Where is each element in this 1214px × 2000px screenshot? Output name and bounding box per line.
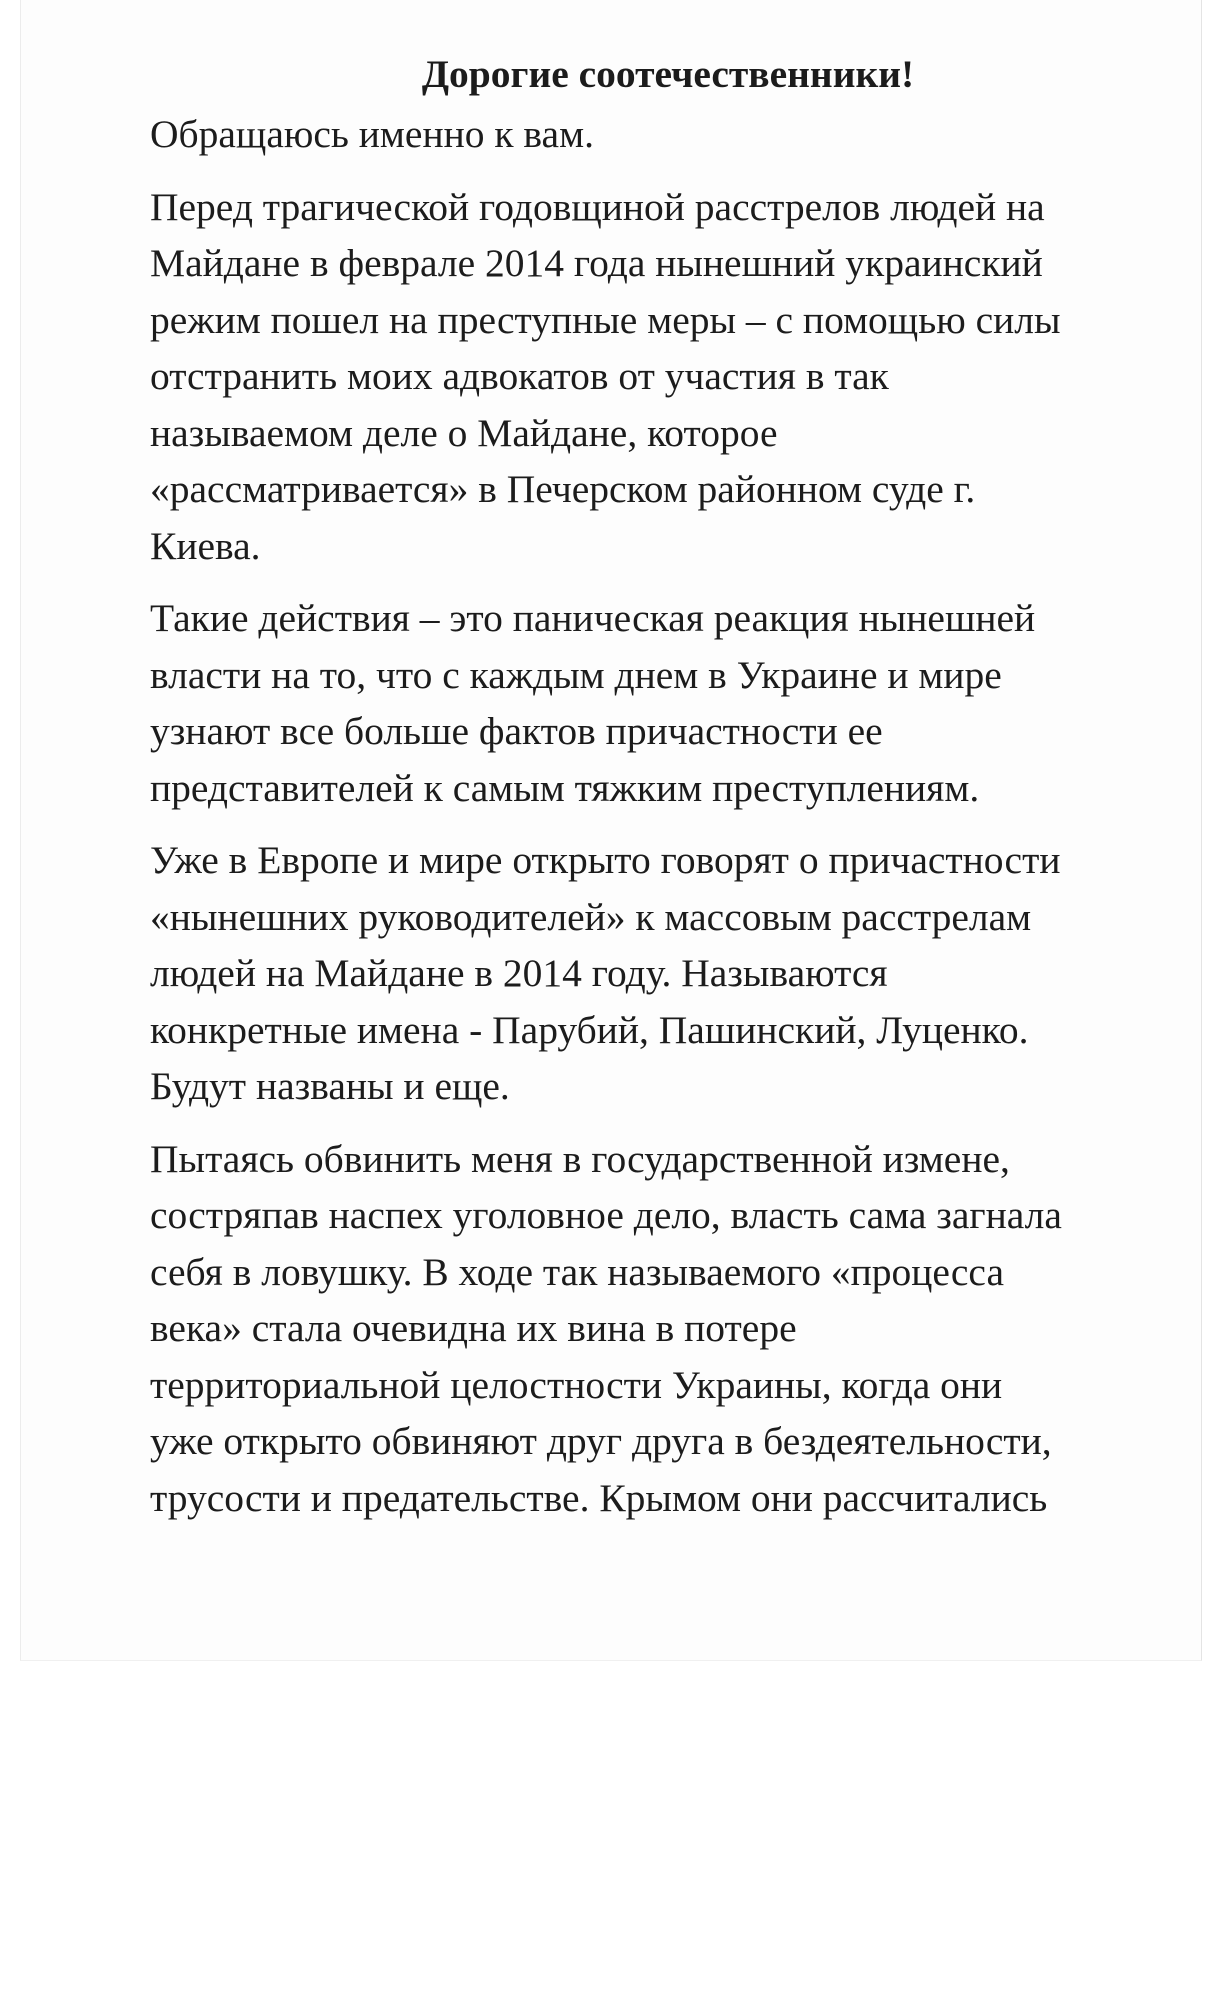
- text-line: Перед трагической годовщиной расстрелов людей на: [150, 184, 1045, 229]
- text-line: узнают все больше фактов причастности ее: [150, 709, 883, 753]
- text-line: Пытаясь обвинить меня в государственной измене,: [150, 1136, 1010, 1181]
- text-line: территориальной целостности Украины, когда они: [150, 1362, 1003, 1407]
- text-line: Майдане в феврале 2014 года нынешний украинский: [150, 241, 1043, 285]
- paragraph-3: [150, 590, 1180, 816]
- text-line: трусости и предательстве. Крымом они рассчитались: [150, 1475, 1048, 1520]
- text-line: отстранить моих адвокатов от участия в так: [150, 354, 889, 398]
- text-line: Такие действия – это паническая реакция нынешней: [150, 596, 1036, 640]
- text-line: власти на то, что с каждым днем в Украине и мире: [150, 652, 1002, 697]
- paragraph-2: [150, 179, 1180, 575]
- text-line: Уже в Европе и мире открыто говорят о причастности: [150, 838, 1061, 882]
- text-line: режим пошел на преступные меры – с помощью силы: [150, 297, 1061, 342]
- paragraph-5: [150, 1131, 1180, 1527]
- text-line: века» стала очевидна их вина в потере: [150, 1306, 797, 1350]
- text-line: представителей к самым тяжким преступлениям.: [150, 765, 980, 810]
- scanned-page: [20, 0, 1202, 1661]
- letter-body: [150, 46, 1180, 1542]
- text-line: «рассматривается» в Печерском районном суде г.: [150, 467, 976, 511]
- text-line: людей на Майдане в 2014 году. Называются: [150, 951, 888, 995]
- text-line: называемом деле о Майдане, которое: [150, 410, 778, 455]
- text-line: Киева.: [150, 523, 261, 568]
- text-line: уже открыто обвиняют друг друга в бездеятельности,: [150, 1419, 1052, 1463]
- text-line: Обращаюсь именно к вам.: [150, 112, 594, 156]
- text-line: конкретные имена - Парубий, Пашинский, Луценко.: [150, 1007, 1029, 1052]
- paragraph-4: [150, 832, 1180, 1115]
- letter-title: Дорогие соотечественники!: [421, 52, 915, 96]
- text-line: Будут названы и еще.: [150, 1064, 510, 1108]
- text-line: «нынешних руководителей» к массовым расстрелам: [150, 894, 1032, 939]
- text-line: состряпав наспех уголовное дело, власть сама загнала: [150, 1193, 1062, 1237]
- paragraph-1: [150, 106, 1180, 163]
- text-line: себя в ловушку. В ходе так называемого «процесса: [150, 1249, 1004, 1294]
